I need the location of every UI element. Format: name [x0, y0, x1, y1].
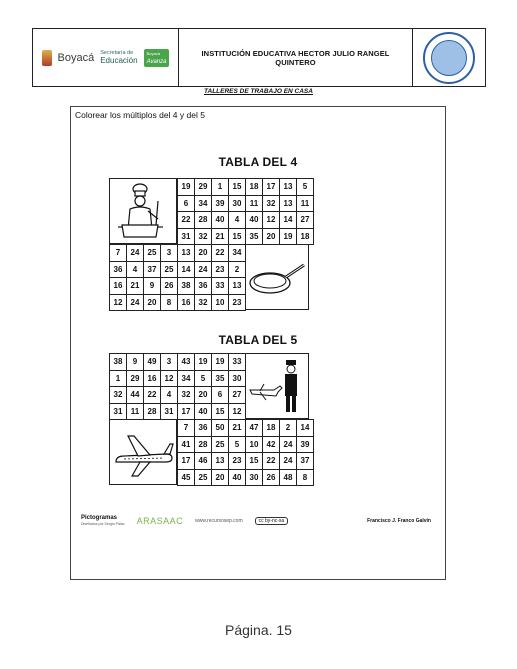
number-cell[interactable]: 22 — [263, 453, 280, 470]
frying-pan-icon — [246, 245, 308, 309]
number-cell[interactable]: 8 — [161, 295, 178, 312]
number-cell[interactable]: 21 — [229, 420, 246, 437]
pictogramas-label: Pictogramas — [81, 515, 118, 521]
page-number: Página. 15 — [225, 622, 292, 638]
tabla5-title: TABLA DEL 5 — [218, 333, 298, 347]
number-cell[interactable]: 42 — [263, 437, 280, 454]
institution-title-cell — [179, 29, 413, 86]
number-cell[interactable]: 32 — [195, 229, 212, 246]
number-cell[interactable]: 24 — [195, 262, 212, 279]
number-cell[interactable]: 28 — [195, 212, 212, 229]
number-cell[interactable]: 4 — [127, 262, 144, 279]
number-cell[interactable]: 35 — [212, 371, 229, 388]
number-cell[interactable]: 36 — [195, 420, 212, 437]
number-cell[interactable]: 32 — [110, 387, 127, 404]
number-cell[interactable]: 13 — [212, 453, 229, 470]
number-cell[interactable]: 20 — [212, 470, 229, 487]
institution-seal-icon — [423, 32, 475, 84]
number-cell[interactable]: 17 — [178, 453, 195, 470]
number-cell[interactable]: 23 — [212, 262, 229, 279]
number-cell[interactable]: 22 — [178, 212, 195, 229]
number-cell[interactable]: 26 — [161, 278, 178, 295]
avanza-logo — [144, 49, 170, 67]
number-cell[interactable]: 32 — [263, 196, 280, 213]
credits-url: www.recursosep.com — [195, 518, 243, 524]
number-cell[interactable]: 28 — [195, 437, 212, 454]
number-cell[interactable]: 4 — [229, 212, 246, 229]
number-cell[interactable]: 16 — [178, 295, 195, 312]
number-cell[interactable]: 25 — [161, 262, 178, 279]
number-cell[interactable]: 20 — [263, 229, 280, 246]
number-cell[interactable]: 24 — [280, 453, 297, 470]
number-cell[interactable]: 12 — [110, 295, 127, 312]
number-cell[interactable]: 15 — [212, 404, 229, 421]
number-cell[interactable]: 34 — [229, 245, 246, 262]
number-cell[interactable]: 15 — [246, 453, 263, 470]
number-cell[interactable]: 10 — [212, 295, 229, 312]
number-cell[interactable]: 2 — [229, 262, 246, 279]
number-cell[interactable]: 49 — [144, 354, 161, 371]
pictogramas-credit — [81, 515, 125, 527]
number-cell[interactable]: 38 — [178, 278, 195, 295]
number-cell[interactable]: 43 — [178, 354, 195, 371]
institution-title-line1: INSTITUCIÓN EDUCATIVA HECTOR JULIO RANGEL — [201, 48, 390, 58]
number-cell[interactable]: 8 — [297, 470, 314, 487]
number-cell[interactable]: 18 — [246, 179, 263, 196]
number-cell[interactable]: 1 — [110, 371, 127, 388]
worksheet-frame — [70, 106, 446, 580]
number-cell[interactable]: 17 — [178, 404, 195, 421]
pilot-plane-picture — [245, 353, 309, 419]
chef-cooking-icon — [110, 179, 176, 243]
number-cell[interactable]: 16 — [110, 278, 127, 295]
number-cell[interactable]: 32 — [178, 387, 195, 404]
instruction-text: Colorear los múltiplos del 4 y del 5 — [75, 110, 205, 120]
number-cell[interactable]: 36 — [110, 262, 127, 279]
number-cell[interactable]: 24 — [127, 245, 144, 262]
number-cell[interactable]: 24 — [127, 295, 144, 312]
number-cell[interactable]: 50 — [212, 420, 229, 437]
number-cell[interactable]: 16 — [144, 371, 161, 388]
number-cell[interactable]: 20 — [144, 295, 161, 312]
number-cell[interactable]: 7 — [110, 245, 127, 262]
credits-bar — [81, 513, 431, 529]
number-cell[interactable]: 25 — [212, 437, 229, 454]
number-cell[interactable]: 1 — [212, 179, 229, 196]
number-cell[interactable]: 19 — [280, 229, 297, 246]
number-cell[interactable]: 25 — [195, 470, 212, 487]
number-cell[interactable]: 19 — [195, 354, 212, 371]
number-cell[interactable]: 34 — [178, 371, 195, 388]
number-cell[interactable]: 45 — [178, 470, 195, 487]
chef-picture — [109, 178, 177, 244]
number-cell[interactable]: 29 — [195, 179, 212, 196]
number-cell[interactable]: 14 — [297, 420, 314, 437]
logo-cell — [33, 29, 179, 86]
number-cell[interactable]: 27 — [229, 387, 246, 404]
number-cell[interactable]: 40 — [212, 212, 229, 229]
number-cell[interactable]: 11 — [246, 196, 263, 213]
number-cell[interactable]: 37 — [297, 453, 314, 470]
document-header — [32, 28, 486, 87]
number-cell[interactable]: 22 — [212, 245, 229, 262]
number-cell[interactable]: 12 — [161, 371, 178, 388]
number-cell[interactable]: 5 — [195, 371, 212, 388]
number-cell[interactable]: 11 — [127, 404, 144, 421]
number-cell[interactable]: 4 — [161, 387, 178, 404]
seal-inner — [431, 40, 467, 76]
number-cell[interactable]: 9 — [144, 278, 161, 295]
airplane-icon — [110, 420, 176, 484]
number-cell[interactable]: 13 — [178, 245, 195, 262]
number-cell[interactable]: 31 — [110, 404, 127, 421]
tabla4-top-grid — [177, 178, 314, 245]
number-cell[interactable]: 18 — [297, 229, 314, 246]
number-cell[interactable]: 11 — [297, 196, 314, 213]
number-cell[interactable]: 24 — [280, 437, 297, 454]
number-cell[interactable]: 13 — [280, 196, 297, 213]
number-cell[interactable]: 46 — [195, 453, 212, 470]
pictogramas-sub: Diseñados por Sergio Palao — [81, 522, 125, 526]
number-cell[interactable]: 7 — [178, 420, 195, 437]
number-cell[interactable]: 40 — [246, 212, 263, 229]
number-cell[interactable]: 20 — [195, 245, 212, 262]
number-cell[interactable]: 30 — [229, 371, 246, 388]
cc-license-icon: cc by-nc-sa — [255, 517, 289, 525]
number-cell[interactable]: 12 — [263, 212, 280, 229]
number-cell[interactable]: 13 — [229, 278, 246, 295]
number-cell[interactable]: 30 — [229, 196, 246, 213]
number-cell[interactable]: 32 — [195, 295, 212, 312]
institution-title-line2: QUINTERO — [275, 57, 316, 67]
number-cell[interactable]: 21 — [212, 229, 229, 246]
secretaria-line2: Educación — [100, 55, 138, 65]
number-cell[interactable]: 30 — [246, 470, 263, 487]
number-cell[interactable]: 5 — [229, 437, 246, 454]
workshop-subtitle: TALLERES DE TRABAJO EN CASA — [204, 88, 313, 95]
number-cell[interactable]: 25 — [144, 245, 161, 262]
number-cell[interactable]: 6 — [178, 196, 195, 213]
number-cell[interactable]: 15 — [229, 179, 246, 196]
number-cell[interactable]: 22 — [144, 387, 161, 404]
tabla5-bottom-grid — [177, 419, 314, 486]
airplane-picture — [109, 419, 177, 485]
number-cell[interactable]: 10 — [246, 437, 263, 454]
number-cell[interactable]: 12 — [229, 404, 246, 421]
number-cell[interactable]: 39 — [212, 196, 229, 213]
tabla4-title: TABLA DEL 4 — [218, 155, 298, 169]
number-cell[interactable]: 17 — [263, 179, 280, 196]
number-cell[interactable]: 33 — [229, 354, 246, 371]
number-cell[interactable]: 37 — [144, 262, 161, 279]
number-cell[interactable]: 31 — [161, 404, 178, 421]
number-cell[interactable]: 21 — [127, 278, 144, 295]
pilot-airplane-icon — [246, 354, 308, 418]
number-cell[interactable]: 27 — [297, 212, 314, 229]
number-cell[interactable]: 23 — [229, 453, 246, 470]
number-cell[interactable]: 3 — [161, 245, 178, 262]
number-cell[interactable]: 5 — [297, 179, 314, 196]
number-cell[interactable]: 19 — [178, 179, 195, 196]
number-cell[interactable]: 38 — [110, 354, 127, 371]
number-cell[interactable]: 48 — [280, 470, 297, 487]
number-cell[interactable]: 40 — [229, 470, 246, 487]
boyaca-logo-mark — [42, 50, 52, 66]
boyaca-logo-text: Boyacá — [57, 51, 95, 64]
number-cell[interactable]: 2 — [280, 420, 297, 437]
frying-pan-picture — [245, 244, 309, 310]
number-cell[interactable]: 29 — [127, 371, 144, 388]
number-cell[interactable]: 6 — [212, 387, 229, 404]
number-cell[interactable]: 33 — [212, 278, 229, 295]
number-cell[interactable]: 35 — [246, 229, 263, 246]
number-cell[interactable]: 26 — [263, 470, 280, 487]
secretaria-logo — [100, 50, 137, 66]
tabla5-top-grid — [109, 353, 246, 420]
number-cell[interactable]: 44 — [127, 387, 144, 404]
number-cell[interactable]: 14 — [280, 212, 297, 229]
arasaac-logo: ARASAAC — [136, 516, 184, 526]
number-cell[interactable]: 19 — [212, 354, 229, 371]
number-cell[interactable]: 39 — [297, 437, 314, 454]
tabla4-bottom-grid — [109, 244, 246, 311]
number-cell[interactable]: 3 — [161, 354, 178, 371]
number-cell[interactable]: 20 — [195, 387, 212, 404]
avanza-small: Boyacá — [146, 50, 160, 56]
number-cell[interactable]: 47 — [246, 420, 263, 437]
number-cell[interactable]: 41 — [178, 437, 195, 454]
number-cell[interactable]: 13 — [280, 179, 297, 196]
number-cell[interactable]: 18 — [263, 420, 280, 437]
avanza-text: Avanza — [146, 58, 167, 65]
secretaria-line1: Secretaría de — [100, 49, 134, 56]
number-cell[interactable]: 28 — [144, 404, 161, 421]
credits-author: Francisco J. Franco Galvín — [367, 518, 431, 524]
number-cell[interactable]: 9 — [127, 354, 144, 371]
number-cell[interactable]: 15 — [229, 229, 246, 246]
number-cell[interactable]: 14 — [178, 262, 195, 279]
number-cell[interactable]: 23 — [229, 295, 246, 312]
number-cell[interactable]: 40 — [195, 404, 212, 421]
number-cell[interactable]: 34 — [195, 196, 212, 213]
seal-cell — [413, 29, 485, 86]
number-cell[interactable]: 31 — [178, 229, 195, 246]
number-cell[interactable]: 36 — [195, 278, 212, 295]
